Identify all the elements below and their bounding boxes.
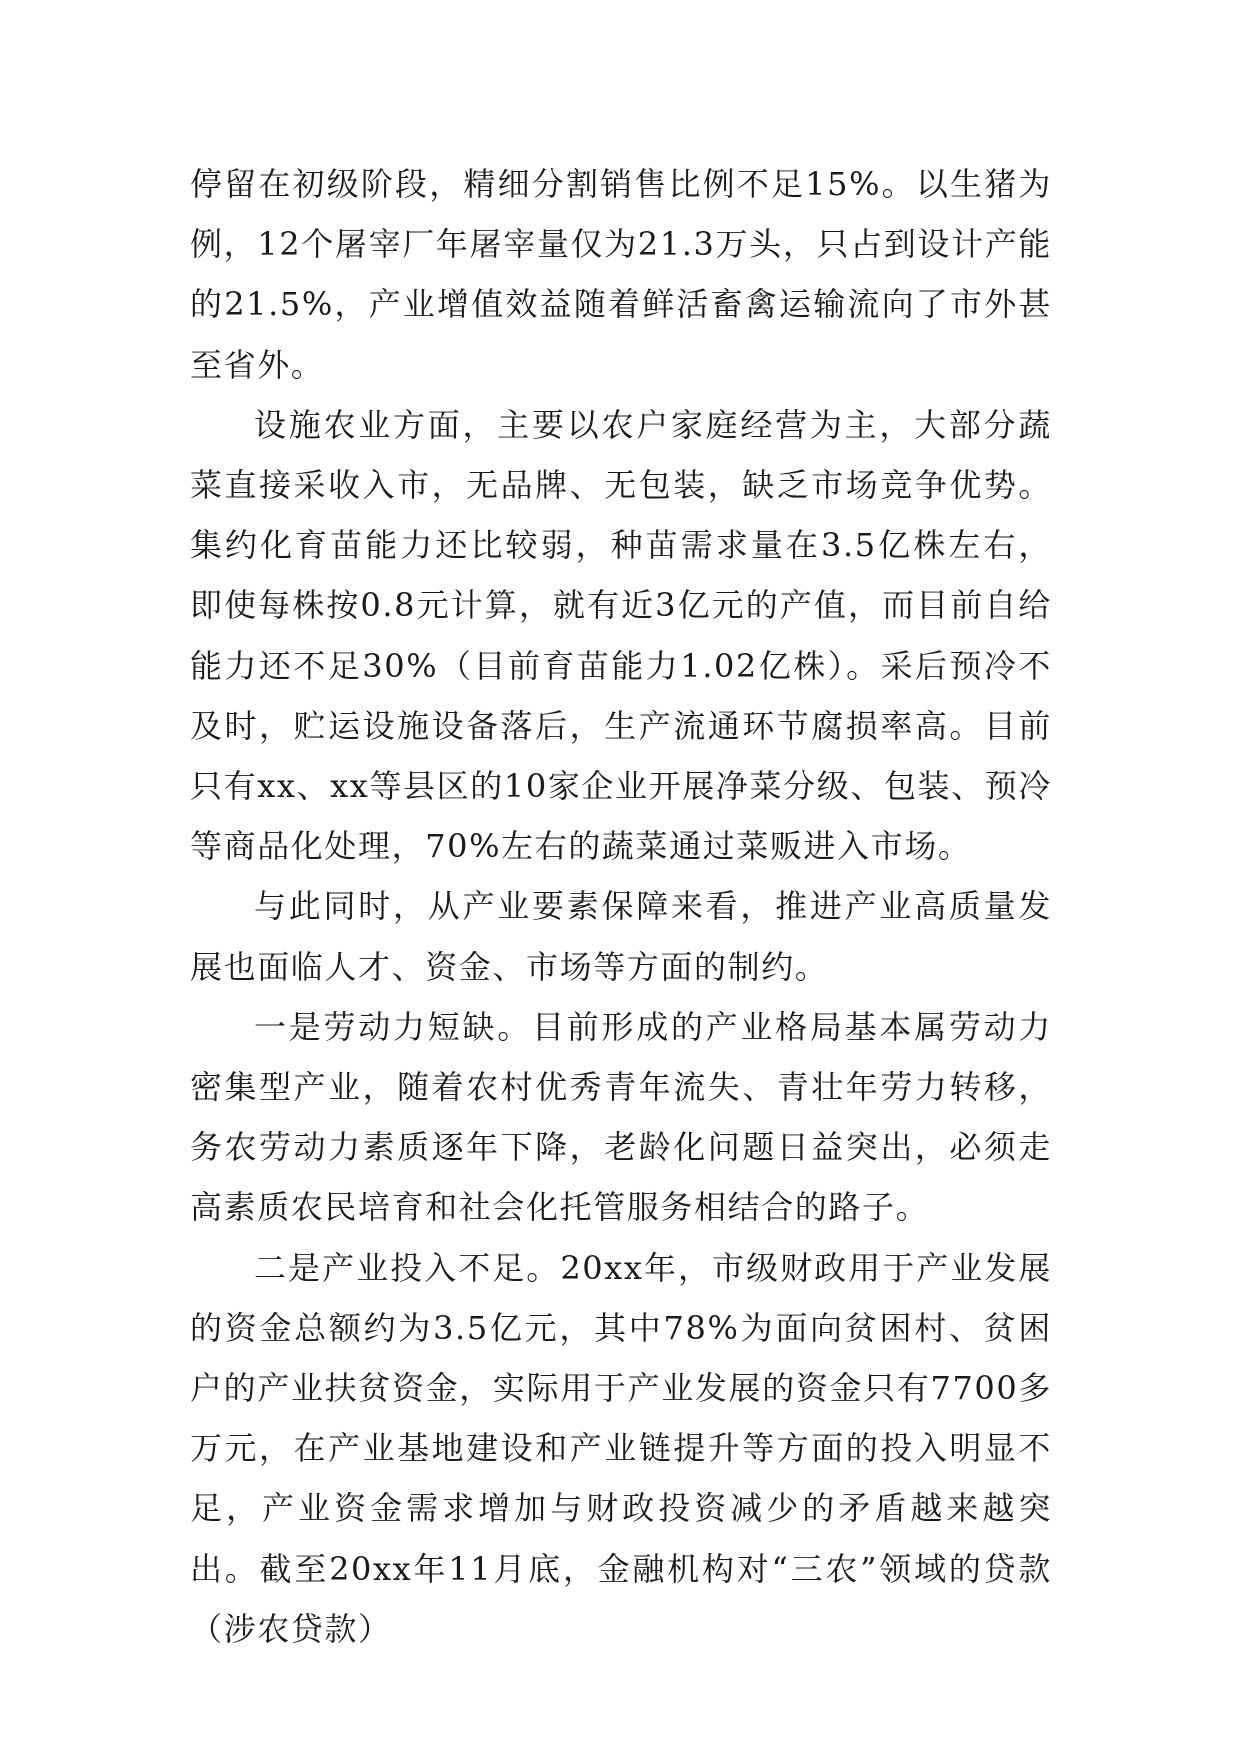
paragraph-1: 停留在初级阶段，精细分割销售比例不足15%。以生猪为例，12个屠宰厂年屠宰量仅为21.3万头，只占到设计产能的21.5%，产业增值效益随着鲜活畜禽运输流向了市外甚至省外。 bbox=[190, 165, 1052, 384]
document-page bbox=[190, 154, 1052, 1659]
paragraph-3: 与此同时，从产业要素保障来看，推进产业高质量发展也面临人才、资金、市场等方面的制约。 bbox=[190, 887, 1052, 986]
paragraph-2: 设施农业方面，主要以农户家庭经营为主，大部分蔬菜直接采收入市，无品牌、无包装，缺乏市场竞争优势。集约化育苗能力还比较弱，种苗需求量在3.5亿株左右，即使每株按0.8元计算，就有近3亿元的产值，而目前自给能力还不足30%（目前育苗能力1.02亿株）。采后预冷不及时，贮运设施设备落后，生产流通环节腐损率高。目前只有xx、xx等县区的10家企业开展净菜分级、包装、预冷等商品化处理，70%左右的蔬菜通过菜贩进入市场。 bbox=[190, 405, 1052, 866]
paragraph-5: 二是产业投入不足。20xx年，市级财政用于产业发展的资金总额约为3.5亿元，其中78%为面向贫困村、贫困户的产业扶贫资金，实际用于产业发展的资金只有7700多万元，在产业基地建设和产业链提升等方面的投入明显不足，产业资金需求增加与财政投资减少的矛盾越来越突出。截至20xx年11月底，金融机构对“三农”领域的贷款（涉农贷款） bbox=[190, 1248, 1052, 1648]
paragraph-4: 一是劳动力短缺。目前形成的产业格局基本属劳动力密集型产业，随着农村优秀青年流失、青壮年劳力转移，务农劳动力素质逐年下降，老龄化问题日益突出，必须走高素质农民培育和社会化托管服务相结合的路子。 bbox=[190, 1007, 1052, 1227]
